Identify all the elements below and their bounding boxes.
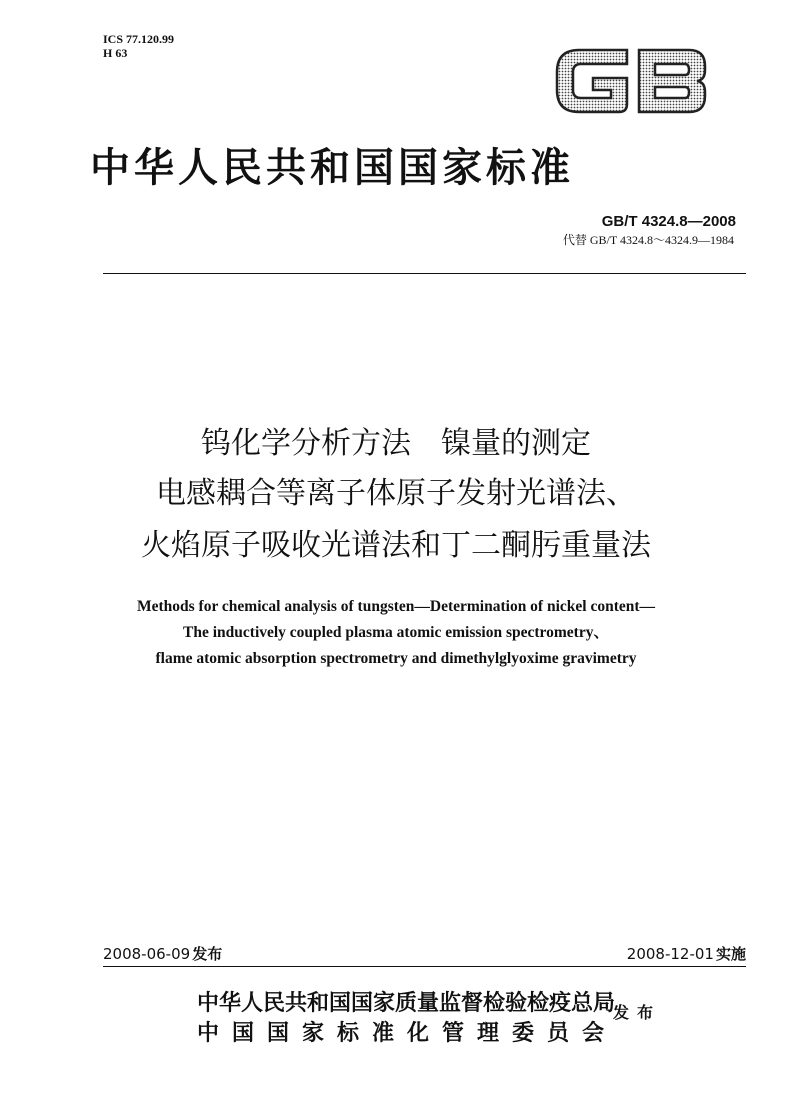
issued-label: 发布 <box>192 945 223 963</box>
issued-date-block <box>103 944 222 964</box>
effective-date-block <box>627 944 746 964</box>
ccs-code: H 63 <box>103 46 128 60</box>
standard-name-heading: 中华人民共和国国家标准 <box>90 144 574 191</box>
title-en-line-2: The inductively coupled plasma atomic emission spectrometry、 <box>183 624 609 641</box>
bottom-divider <box>103 966 746 967</box>
title-en-line-3: flame atomic absorption spectrometry and dimethylglyoxime gravimetry <box>155 650 637 667</box>
title-zh-line-2: 电感耦合等离子体原子发射光谱法、 <box>156 476 636 511</box>
replaces-standard: 代替 GB/T 4324.8～4324.9—1984 <box>562 233 734 247</box>
gb-logo-icon <box>549 40 711 122</box>
title-zh-line-3: 火焰原子吸收光谱法和丁二酮肟重量法 <box>141 528 651 563</box>
issued-date: 2008-06-09 <box>103 945 191 963</box>
issuer-line-2: 中国国家标准化管理委员会 <box>197 1020 618 1046</box>
effective-date: 2008-12-01 <box>626 945 714 963</box>
issuer-line-1: 中华人民共和国国家质量监督检验检疫总局 <box>197 990 616 1016</box>
title-en-line-1: Methods for chemical analysis of tungsten—Determination of nickel content— <box>136 598 656 615</box>
publish-label: 发布 <box>613 1003 662 1022</box>
top-divider <box>103 273 746 274</box>
ics-code: ICS 77.120.99 <box>103 32 175 46</box>
effective-label: 实施 <box>715 945 746 963</box>
title-zh-line-1: 钨化学分析方法 镍量的测定 <box>201 426 591 461</box>
standard-number: GB/T 4324.8—2008 <box>601 213 736 230</box>
